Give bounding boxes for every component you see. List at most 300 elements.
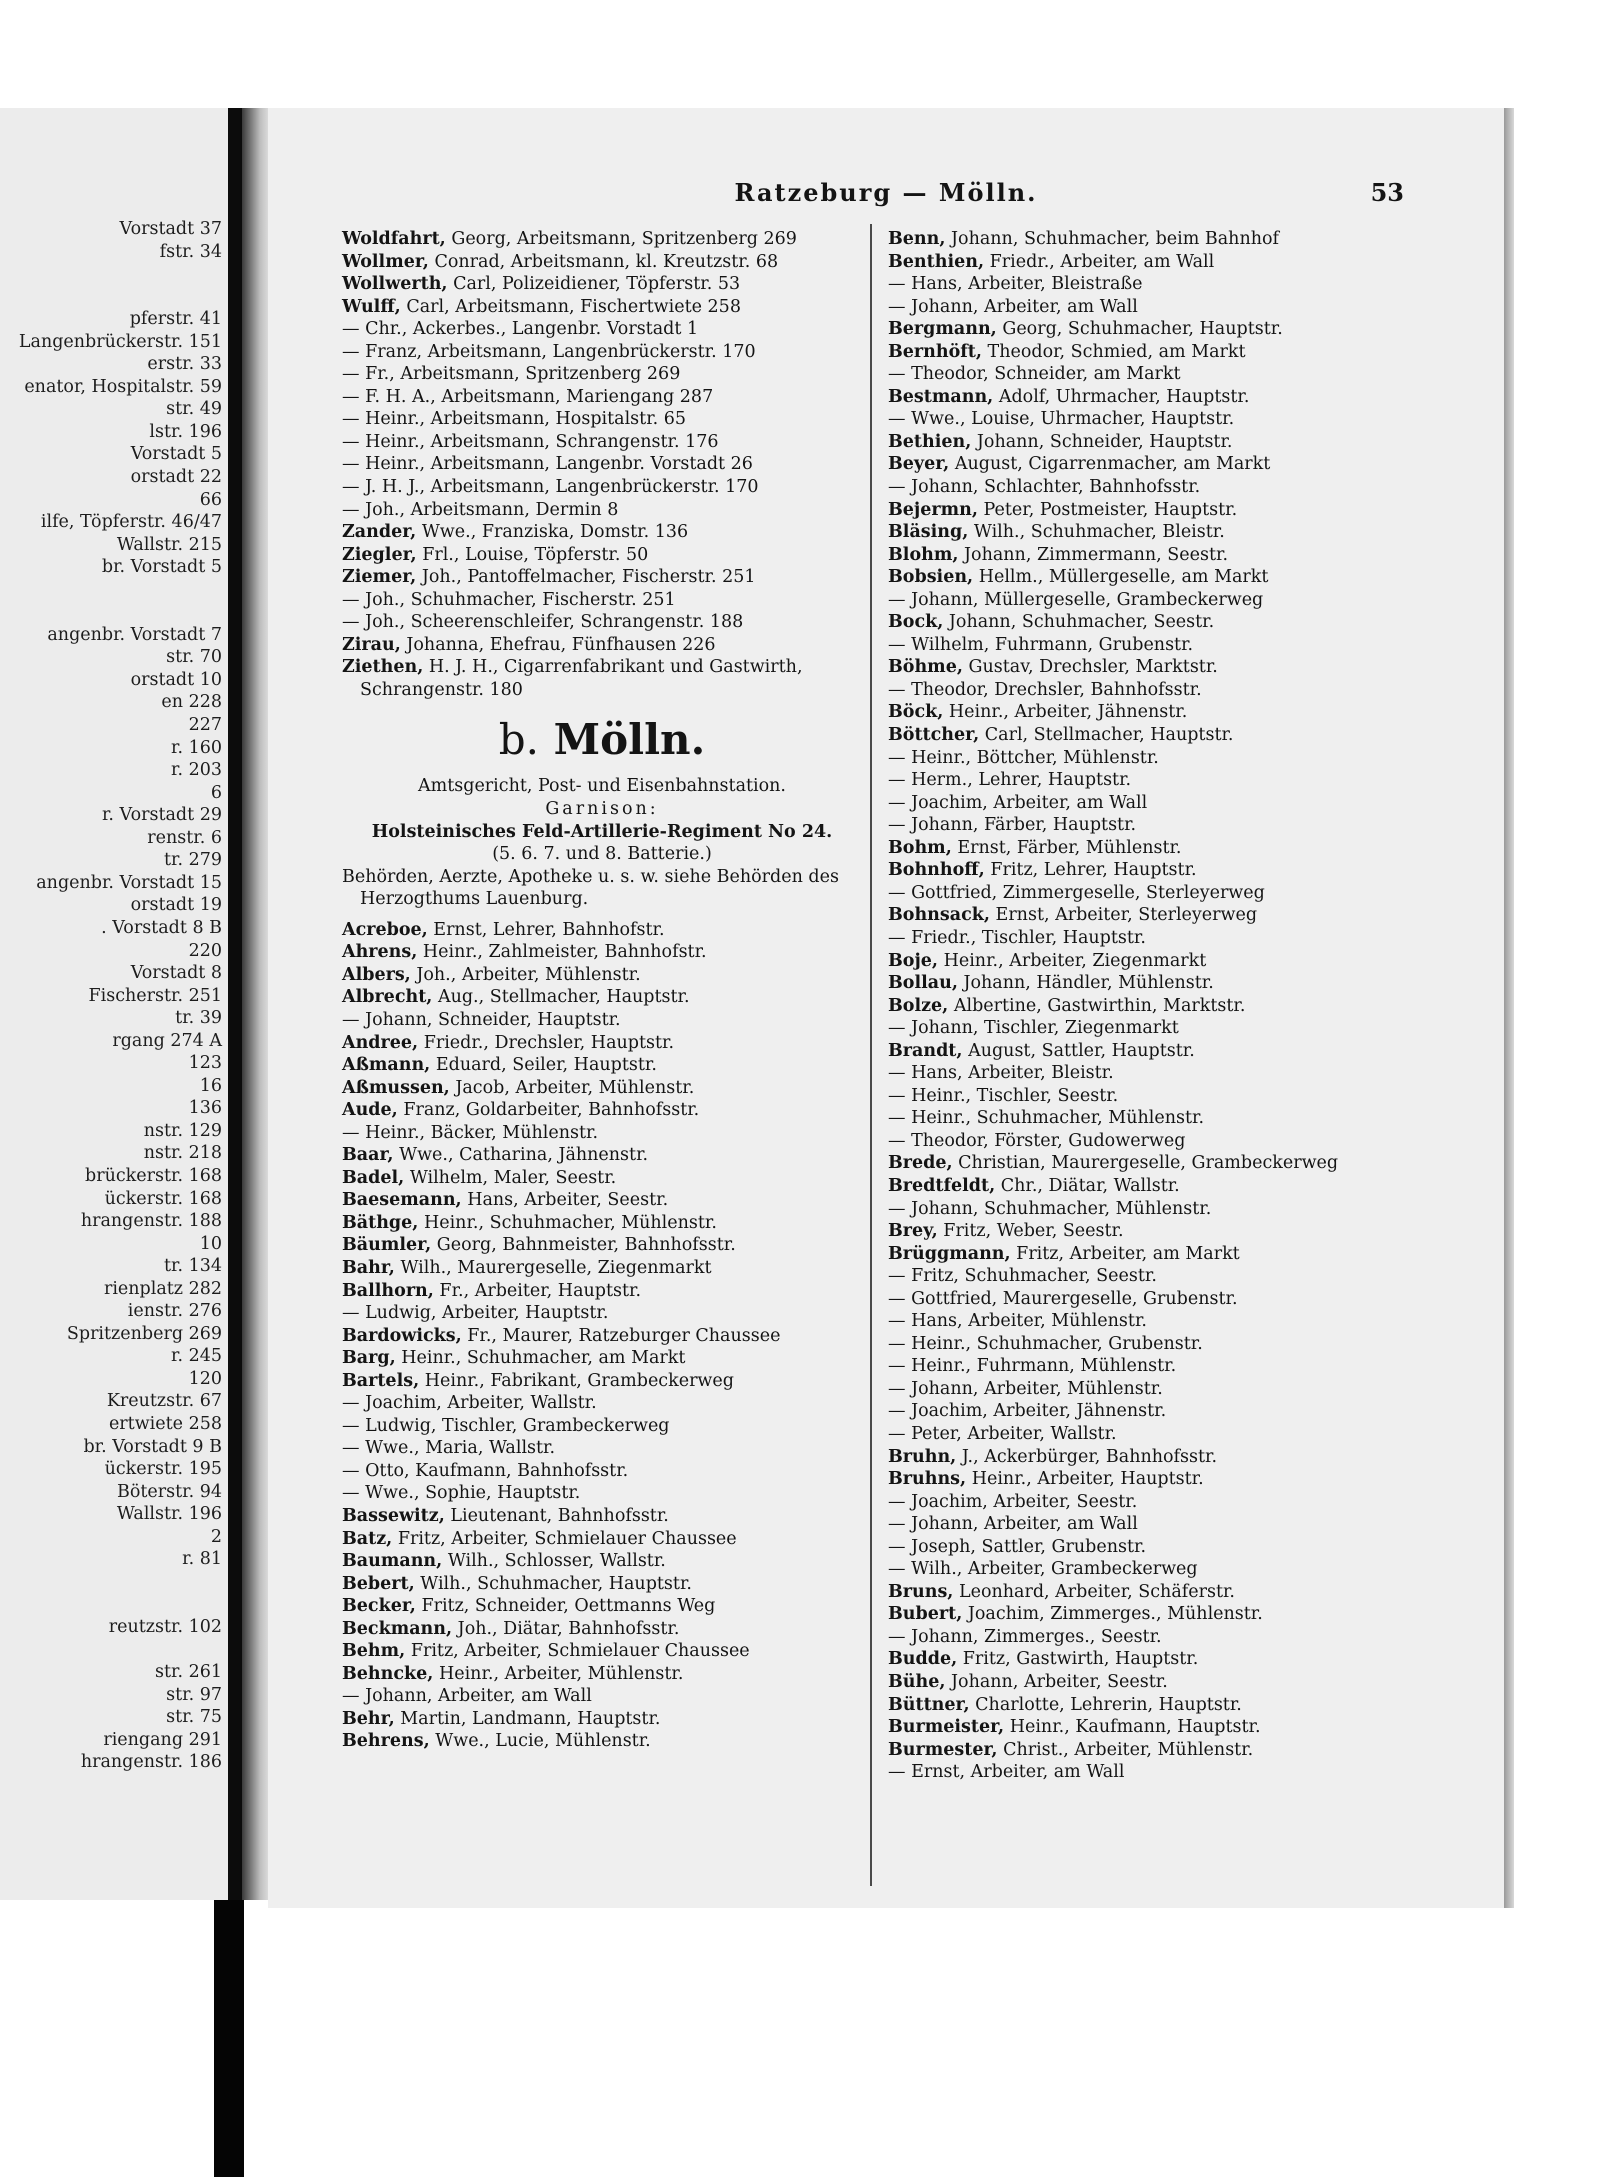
garrison-label: Garnison: — [545, 799, 659, 820]
entry-details: Ernst, Färber, Mühlenstr. — [951, 837, 1182, 858]
left-page-line: Vorstadt 37 — [119, 219, 222, 239]
left-page-line: tr. 39 — [175, 1008, 222, 1029]
directory-entry — [888, 566, 1448, 589]
left-page-line: Vorstadt 5 — [130, 444, 222, 465]
directory-entry — [888, 1468, 1448, 1491]
entry-details: Heinr., Schuhmacher, am Markt — [395, 1348, 686, 1369]
entry-surname: Beckmann, — [342, 1618, 453, 1639]
entry-details: Frl., Louise, Töpferstr. 50 — [416, 544, 649, 565]
directory-entry — [888, 656, 1448, 679]
entry-surname: Bethien, — [888, 431, 972, 452]
entry-details: — Peter, Arbeiter, Wallstr. — [888, 1423, 1117, 1444]
entry-surname: Bühe, — [888, 1672, 946, 1692]
entry-details: Lieutenant, Bahnhofsstr. — [444, 1505, 669, 1526]
directory-entry — [342, 1392, 862, 1415]
left-page-line: lstr. 196 — [149, 421, 222, 442]
entry-details: — Joh., Scheerenschleifer, Schrangenstr. 188 — [342, 612, 744, 633]
directory-entry — [342, 1144, 862, 1167]
entry-details: — Franz, Arbeitsmann, Langenbrückerstr. 170 — [342, 341, 756, 362]
directory-entry — [342, 1437, 862, 1460]
entry-details: Eduard, Seiler, Hauptstr. — [430, 1055, 657, 1076]
entry-details: Georg, Schuhmacher, Hauptstr. — [996, 319, 1283, 340]
directory-entry — [888, 1739, 1448, 1762]
entry-details: — Joachim, Arbeiter, am Wall — [888, 792, 1148, 813]
entry-surname: Bollau, — [888, 973, 958, 994]
directory-entry — [342, 1077, 862, 1100]
entry-details: Fritz, Arbeiter, am Markt — [1010, 1243, 1240, 1264]
directory-entry — [888, 701, 1448, 724]
directory-entry — [342, 1640, 862, 1663]
directory-entry — [342, 521, 862, 544]
entry-details: Fritz, Gastwirth, Hauptstr. — [957, 1649, 1199, 1670]
entry-surname: Zander, — [342, 522, 417, 543]
directory-entry — [342, 251, 862, 274]
entry-surname: Ziegler, — [342, 544, 417, 565]
directory-entry — [888, 1648, 1448, 1671]
directory-entry — [888, 1085, 1448, 1108]
directory-entry — [342, 1347, 862, 1370]
entry-surname: Brandt, — [888, 1040, 963, 1061]
column-divider — [870, 224, 872, 1886]
entry-surname: Ziemer, — [342, 567, 417, 588]
directory-entry — [888, 363, 1448, 386]
entry-surname: Burmeister, — [888, 1717, 1005, 1738]
left-page-line: ienstr. 276 — [127, 1301, 222, 1322]
entry-details: — Ludwig, Tischler, Grambeckerweg — [342, 1415, 670, 1436]
directory-entry — [342, 296, 862, 319]
left-page-line — [0, 1638, 222, 1661]
section-subtitle: Amtsgericht, Post- und Eisenbahnstation. — [418, 776, 786, 797]
left-page-line: r. 203 — [171, 760, 222, 781]
entry-details: — Herm., Lehrer, Hauptstr. — [888, 770, 1132, 791]
entry-surname: Bruns, — [888, 1581, 954, 1602]
directory-entry — [888, 747, 1448, 770]
directory-entry — [888, 1446, 1448, 1469]
left-page-line: renstr. 6 — [147, 827, 222, 848]
entry-surname: Baesemann, — [342, 1190, 462, 1211]
entry-details: — Heinr., Bäcker, Mühlenstr. — [342, 1122, 599, 1143]
entry-details: — Joachim, Arbeiter, Jähnenstr. — [888, 1401, 1167, 1422]
entry-details: Joh., Pantoffelmacher, Fischerstr. 251 — [416, 567, 756, 588]
entry-details: — Joseph, Sattler, Grubenstr. — [888, 1536, 1147, 1557]
entry-surname: Bestmann, — [888, 386, 994, 407]
entry-details: Franz, Goldarbeiter, Bahnhofsstr. — [397, 1100, 700, 1121]
left-page-line: Wallstr. 215 — [116, 534, 222, 555]
entry-details: — Heinr., Arbeitsmann, Langenbr. Vorstadt 26 — [342, 454, 753, 475]
directory-entry — [342, 941, 862, 964]
entry-surname: Albrecht, — [342, 987, 433, 1008]
directory-entry — [888, 1716, 1448, 1739]
entry-surname: Bläsing, — [888, 522, 969, 543]
directory-entry — [888, 1310, 1448, 1333]
directory-entry — [888, 1423, 1448, 1446]
entry-details: Johann, Schuhmacher, beim Bahnhof — [945, 229, 1280, 249]
entry-details: — Chr., Ackerbes., Langenbr. Vorstadt 1 — [342, 319, 699, 340]
entry-surname: Bobsien, — [888, 567, 974, 588]
directory-entry — [342, 1099, 862, 1122]
entry-details: Heinr., Arbeiter, Mühlenstr. — [433, 1663, 684, 1684]
left-page-line: 66 — [199, 489, 222, 510]
entry-details: — Heinr., Arbeitsmann, Hospitalstr. 65 — [342, 409, 687, 430]
left-page-line: 2 — [210, 1526, 222, 1547]
entry-details: Wilh., Schuhmacher, Bleistr. — [968, 522, 1225, 543]
directory-entry — [888, 589, 1448, 612]
entry-details: Leonhard, Arbeiter, Schäferstr. — [953, 1581, 1235, 1602]
directory-entry — [342, 1325, 862, 1348]
left-page-line — [0, 1593, 222, 1616]
directory-entry — [342, 1685, 862, 1708]
directory-entry — [888, 769, 1448, 792]
entry-details: — Johann, Tischler, Ziegenmarkt — [888, 1018, 1179, 1039]
entry-details: Heinr., Schuhmacher, Mühlenstr. — [418, 1212, 717, 1233]
directory-entry — [888, 273, 1448, 296]
entry-details: H. J. H., Cigarrenfabrikant und Gastwirth, Schrangenstr. 180 — [360, 657, 803, 700]
entry-details: Carl, Polizeidiener, Töpferstr. 53 — [447, 274, 741, 295]
left-page-line: reutzstr. 102 — [108, 1616, 222, 1637]
directory-entry — [888, 882, 1448, 905]
entry-details: Ernst, Lehrer, Bahnhofstr. — [427, 919, 665, 940]
directory-entry — [342, 1505, 862, 1528]
entry-details: Albertine, Gastwirthin, Marktstr. — [948, 995, 1246, 1016]
entry-surname: Beyer, — [888, 454, 950, 475]
entry-surname: Blohm, — [888, 544, 959, 565]
directory-entry — [342, 453, 862, 476]
directory-entry — [888, 1491, 1448, 1514]
entry-surname: Bock, — [888, 612, 944, 633]
entry-details: — Johann, Färber, Hauptstr. — [888, 815, 1137, 836]
entry-surname: Böttcher, — [888, 725, 980, 746]
left-page-line: ertwiete 258 — [108, 1413, 222, 1434]
left-facing-page — [0, 108, 242, 1900]
page-number: 53 — [1370, 178, 1404, 207]
entry-surname: Batz, — [342, 1528, 393, 1549]
entry-surname: Wollwerth, — [342, 274, 448, 295]
regiment-name: Holsteinisches Feld-Artillerie-Regiment No 24. — [371, 821, 833, 842]
entry-surname: Brede, — [888, 1153, 953, 1174]
moelln-entries — [342, 919, 862, 1753]
directory-entry — [342, 386, 862, 409]
entry-details: Friedr., Arbeiter, am Wall — [984, 251, 1215, 272]
entry-details: Heinr., Kaufmann, Hauptstr. — [1004, 1717, 1261, 1738]
entry-details: Wilhelm, Maler, Seestr. — [404, 1167, 617, 1188]
directory-entry — [888, 1152, 1448, 1175]
left-page-line: r. 81 — [182, 1549, 222, 1570]
running-header: Ratzeburg — Mölln. — [734, 178, 1038, 207]
entry-surname: Behm, — [342, 1641, 406, 1662]
left-page-line: angenbr. Vorstadt 7 — [47, 624, 222, 645]
entry-details: — Joachim, Arbeiter, Seestr. — [888, 1491, 1138, 1512]
directory-entry — [342, 1595, 862, 1618]
entry-surname: Benthien, — [888, 251, 985, 272]
entry-details: Wilh., Schlosser, Wallstr. — [442, 1551, 666, 1572]
left-page-line: 136 — [188, 1098, 222, 1119]
entry-details: Chr., Diätar, Wallstr. — [995, 1175, 1180, 1196]
directory-entry — [342, 964, 862, 987]
entry-details: — Wilh., Arbeiter, Grambeckerweg — [888, 1559, 1198, 1580]
right-column — [888, 228, 1448, 1784]
ratzeburg-entries — [342, 228, 862, 701]
entry-details: — Johann, Arbeiter, am Wall — [342, 1686, 592, 1707]
entry-details: — Heinr., Tischler, Seestr. — [888, 1085, 1119, 1106]
left-page-line: ückerstr. 195 — [104, 1459, 222, 1480]
directory-entry — [342, 476, 862, 499]
left-page-line: orstadt 19 — [130, 895, 222, 916]
directory-entry — [888, 1761, 1448, 1784]
left-page-line: nstr. 129 — [143, 1120, 222, 1141]
entry-details: Aug., Stellmacher, Hauptstr. — [432, 987, 690, 1008]
entry-details: — Heinr., Schuhmacher, Mühlenstr. — [888, 1108, 1205, 1129]
directory-entry — [342, 1302, 862, 1325]
entry-details: — Johann, Arbeiter, am Wall — [888, 296, 1138, 317]
left-page-line: tr. 134 — [163, 1256, 222, 1277]
entry-surname: Wulff, — [342, 296, 401, 317]
entry-surname: Böck, — [888, 702, 944, 723]
left-page-line: ilfe, Töpferstr. 46/47 — [40, 512, 222, 533]
entry-details: Wilh., Schuhmacher, Hauptstr. — [414, 1573, 692, 1594]
entry-details: Fr., Maurer, Ratzeburger Chaussee — [461, 1325, 781, 1346]
middle-column — [342, 228, 862, 1753]
entry-surname: Bejermn, — [888, 499, 978, 520]
entry-surname: Bardowicks, — [342, 1325, 462, 1346]
entry-details: Fritz, Schneider, Oettmanns Weg — [415, 1596, 716, 1617]
entry-details: Wwe., Lucie, Mühlenstr. — [429, 1731, 651, 1752]
directory-entry — [342, 1234, 862, 1257]
entry-details: Heinr., Zahlmeister, Bahnhofstr. — [417, 942, 707, 963]
entry-details: — Heinr., Fuhrmann, Mühlenstr. — [888, 1356, 1177, 1377]
left-page-line: brückerstr. 168 — [85, 1165, 222, 1186]
entry-surname: Bartels, — [342, 1370, 420, 1391]
directory-entry — [888, 1198, 1448, 1221]
entry-details: — Joh., Arbeitsmann, Dermin 8 — [342, 499, 619, 520]
left-page-line: br. Vorstadt 5 — [101, 557, 222, 578]
directory-entry — [888, 814, 1448, 837]
entry-surname: Aude, — [342, 1100, 398, 1121]
entry-details: Johann, Arbeiter, Seestr. — [945, 1672, 1168, 1692]
entry-details: — Fritz, Schuhmacher, Seestr. — [888, 1266, 1157, 1287]
entry-details: — Joh., Schuhmacher, Fischerstr. 251 — [342, 589, 676, 610]
entry-details: — Wwe., Maria, Wallstr. — [342, 1438, 556, 1459]
entry-details: — Johann, Müllergeselle, Grambeckerweg — [888, 589, 1264, 610]
directory-entry — [888, 1355, 1448, 1378]
entry-surname: Wollmer, — [342, 251, 429, 272]
directory-entry — [888, 792, 1448, 815]
section-town: Mölln. — [553, 715, 706, 765]
entry-details: — Hans, Arbeiter, Mühlenstr. — [888, 1311, 1147, 1332]
entry-surname: Brüggmann, — [888, 1243, 1011, 1264]
directory-entry — [888, 1581, 1448, 1604]
left-page-line: erstr. 33 — [147, 354, 222, 375]
entry-surname: Bruhn, — [888, 1446, 957, 1467]
left-page-line: pferstr. 41 — [129, 309, 222, 330]
entry-details: Charlotte, Lehrerin, Hauptstr. — [969, 1694, 1242, 1715]
entry-details: — Gottfried, Zimmergeselle, Sterleyerweg — [888, 882, 1265, 903]
entry-details: Johann, Zimmermann, Seestr. — [958, 544, 1229, 565]
left-page-line: 123 — [188, 1053, 222, 1074]
directory-entry — [342, 1730, 862, 1753]
entry-details: Heinr., Arbeiter, Jähnenstr. — [943, 702, 1188, 723]
directory-entry — [888, 634, 1448, 657]
entry-details: — Hans, Arbeiter, Bleistr. — [888, 1063, 1114, 1084]
entry-surname: Bahr, — [342, 1257, 395, 1278]
directory-entry — [342, 431, 862, 454]
directory-entry — [888, 386, 1448, 409]
left-page-line: . Vorstadt 8 B — [101, 917, 222, 938]
entry-details: Heinr., Arbeiter, Hauptstr. — [966, 1469, 1204, 1490]
entry-surname: Bergmann, — [888, 319, 997, 340]
entry-surname: Brey, — [888, 1221, 938, 1242]
directory-entry — [888, 318, 1448, 341]
directory-entry — [342, 341, 862, 364]
left-page-line: r. 245 — [171, 1346, 222, 1367]
entry-surname: Becker, — [342, 1596, 416, 1617]
directory-entry — [888, 476, 1448, 499]
directory-entry — [888, 1265, 1448, 1288]
entry-details: — Theodor, Schneider, am Markt — [888, 364, 1181, 385]
directory-entry — [342, 1482, 862, 1505]
left-page-line — [0, 286, 222, 309]
directory-entry — [342, 1460, 862, 1483]
entry-surname: Zirau, — [342, 634, 401, 655]
entry-details: Adolf, Uhrmacher, Hauptstr. — [993, 386, 1250, 407]
directory-entry — [342, 1415, 862, 1438]
directory-entry — [342, 318, 862, 341]
entry-surname: Ahrens, — [342, 942, 418, 963]
entry-surname: Bolze, — [888, 995, 949, 1016]
directory-entry — [888, 1243, 1448, 1266]
entry-details: — Otto, Kaufmann, Bahnhofsstr. — [342, 1460, 629, 1481]
entry-surname: Boje, — [888, 950, 939, 971]
left-page-line: 227 — [188, 715, 222, 736]
entry-surname: Bredtfeldt, — [888, 1175, 996, 1196]
directory-entry — [888, 1333, 1448, 1356]
entry-details: — J. H. J., Arbeitsmann, Langenbrückerstr. 170 — [342, 477, 759, 498]
entry-details: — Wwe., Louise, Uhrmacher, Hauptstr. — [888, 409, 1235, 430]
entry-surname: Baar, — [342, 1145, 394, 1166]
left-page-line: Böterstr. 94 — [117, 1481, 222, 1502]
directory-entry — [342, 1122, 862, 1145]
entry-surname: Böhme, — [888, 657, 963, 678]
left-page-line: 6 — [210, 782, 222, 803]
entry-details: — Wwe., Sophie, Hauptstr. — [342, 1483, 581, 1504]
left-page-line: rienplatz 282 — [103, 1278, 222, 1299]
directory-entry — [888, 679, 1448, 702]
entry-details: Carl, Stellmacher, Hauptstr. — [979, 725, 1234, 746]
directory-entry — [888, 1107, 1448, 1130]
left-page-line: rgang 274 A — [112, 1030, 222, 1051]
left-page-line: orstadt 10 — [130, 669, 222, 690]
directory-entry — [888, 341, 1448, 364]
entry-details: — Theodor, Förster, Gudowerweg — [888, 1130, 1186, 1151]
entry-surname: Benn, — [888, 229, 946, 249]
directory-entry — [342, 589, 862, 612]
entry-details: Heinr., Arbeiter, Ziegenmarkt — [938, 950, 1207, 971]
directory-entry — [888, 1626, 1448, 1649]
directory-entry — [888, 1288, 1448, 1311]
entry-details: Heinr., Fabrikant, Grambeckerweg — [419, 1370, 734, 1391]
entry-surname: Aßmann, — [342, 1055, 431, 1076]
entry-details: August, Cigarrenmacher, am Markt — [949, 454, 1271, 475]
entry-surname: Acreboe, — [342, 919, 428, 940]
entry-details: Johann, Schuhmacher, Seestr. — [943, 612, 1215, 633]
entry-surname: Bäthge, — [342, 1212, 419, 1233]
entry-details: Fr., Arbeiter, Hauptstr. — [433, 1280, 642, 1301]
left-page-text — [0, 218, 222, 1774]
left-page-line: tr. 279 — [163, 850, 222, 871]
directory-entry — [342, 1054, 862, 1077]
left-page-line: Fischerstr. 251 — [88, 985, 222, 1006]
entry-details: Jacob, Arbeiter, Mühlenstr. — [449, 1077, 695, 1098]
directory-entry — [888, 1040, 1448, 1063]
entry-surname: Bernhöft, — [888, 341, 982, 362]
directory-entry — [888, 904, 1448, 927]
directory-entry — [888, 453, 1448, 476]
directory-entry — [342, 634, 862, 657]
entry-surname: Albers, — [342, 964, 411, 985]
directory-entry — [888, 1062, 1448, 1085]
directory-entry — [888, 1603, 1448, 1626]
section-letter: b. — [498, 715, 540, 765]
left-page-line: 220 — [188, 940, 222, 961]
left-page-line: enator, Hospitalstr. 59 — [24, 376, 222, 397]
directory-entry — [888, 251, 1448, 274]
directory-entry — [888, 724, 1448, 747]
entry-details: — Johann, Zimmerges., Seestr. — [888, 1626, 1162, 1647]
entry-surname: Aßmussen, — [342, 1077, 450, 1098]
directory-entry — [888, 521, 1448, 544]
entry-surname: Baumann, — [342, 1551, 443, 1572]
left-page-line: 10 — [199, 1233, 222, 1254]
entry-surname: Ballhorn, — [342, 1280, 434, 1301]
entry-details: Hellm., Müllergeselle, am Markt — [973, 567, 1269, 588]
page-edge — [1504, 108, 1514, 1908]
entry-details: J., Ackerbürger, Bahnhofsstr. — [956, 1446, 1218, 1467]
left-page-line: Langenbrückerstr. 151 — [18, 331, 222, 352]
entry-details: — Heinr., Schuhmacher, Grubenstr. — [888, 1333, 1203, 1354]
left-page-line: hrangenstr. 188 — [80, 1211, 222, 1232]
entry-details: — Gottfried, Maurergeselle, Grubenstr. — [888, 1288, 1238, 1309]
entry-surname: Behr, — [342, 1708, 395, 1729]
left-page-line: hrangenstr. 186 — [80, 1752, 222, 1773]
directory-entry — [888, 1220, 1448, 1243]
directory-entry — [888, 228, 1448, 251]
entry-surname: Bäumler, — [342, 1235, 432, 1256]
left-page-line: Spritzenberg 269 — [66, 1323, 222, 1344]
entry-details: Georg, Bahnmeister, Bahnhofsstr. — [431, 1235, 736, 1256]
entry-surname: Behrens, — [342, 1731, 430, 1752]
directory-entry — [342, 656, 862, 701]
directory-entry — [342, 408, 862, 431]
left-page-line: angenbr. Vorstadt 15 — [36, 872, 222, 893]
entry-details: — Johann, Schlachter, Bahnhofsstr. — [888, 477, 1201, 498]
left-page-line: str. 75 — [166, 1707, 222, 1728]
directory-entry — [888, 408, 1448, 431]
directory-entry — [342, 363, 862, 386]
directory-entry — [342, 566, 862, 589]
left-page-line — [0, 579, 222, 602]
entry-details: — Heinr., Arbeitsmann, Schrangenstr. 176 — [342, 431, 719, 452]
left-page-line: 16 — [199, 1075, 222, 1096]
entry-details: — Hans, Arbeiter, Bleistraße — [888, 274, 1143, 295]
moelln-entries-continued — [888, 228, 1448, 1784]
left-page-line: r. Vorstadt 29 — [101, 805, 222, 826]
directory-entry — [342, 1370, 862, 1393]
directory-entry — [888, 1513, 1448, 1536]
directory-entry — [342, 544, 862, 567]
entry-surname: Woldfahrt, — [342, 229, 446, 249]
left-page-line: str. 70 — [166, 647, 222, 668]
entry-details: Wilh., Maurergeselle, Ziegenmarkt — [394, 1257, 712, 1278]
entry-surname: Behncke, — [342, 1663, 434, 1684]
